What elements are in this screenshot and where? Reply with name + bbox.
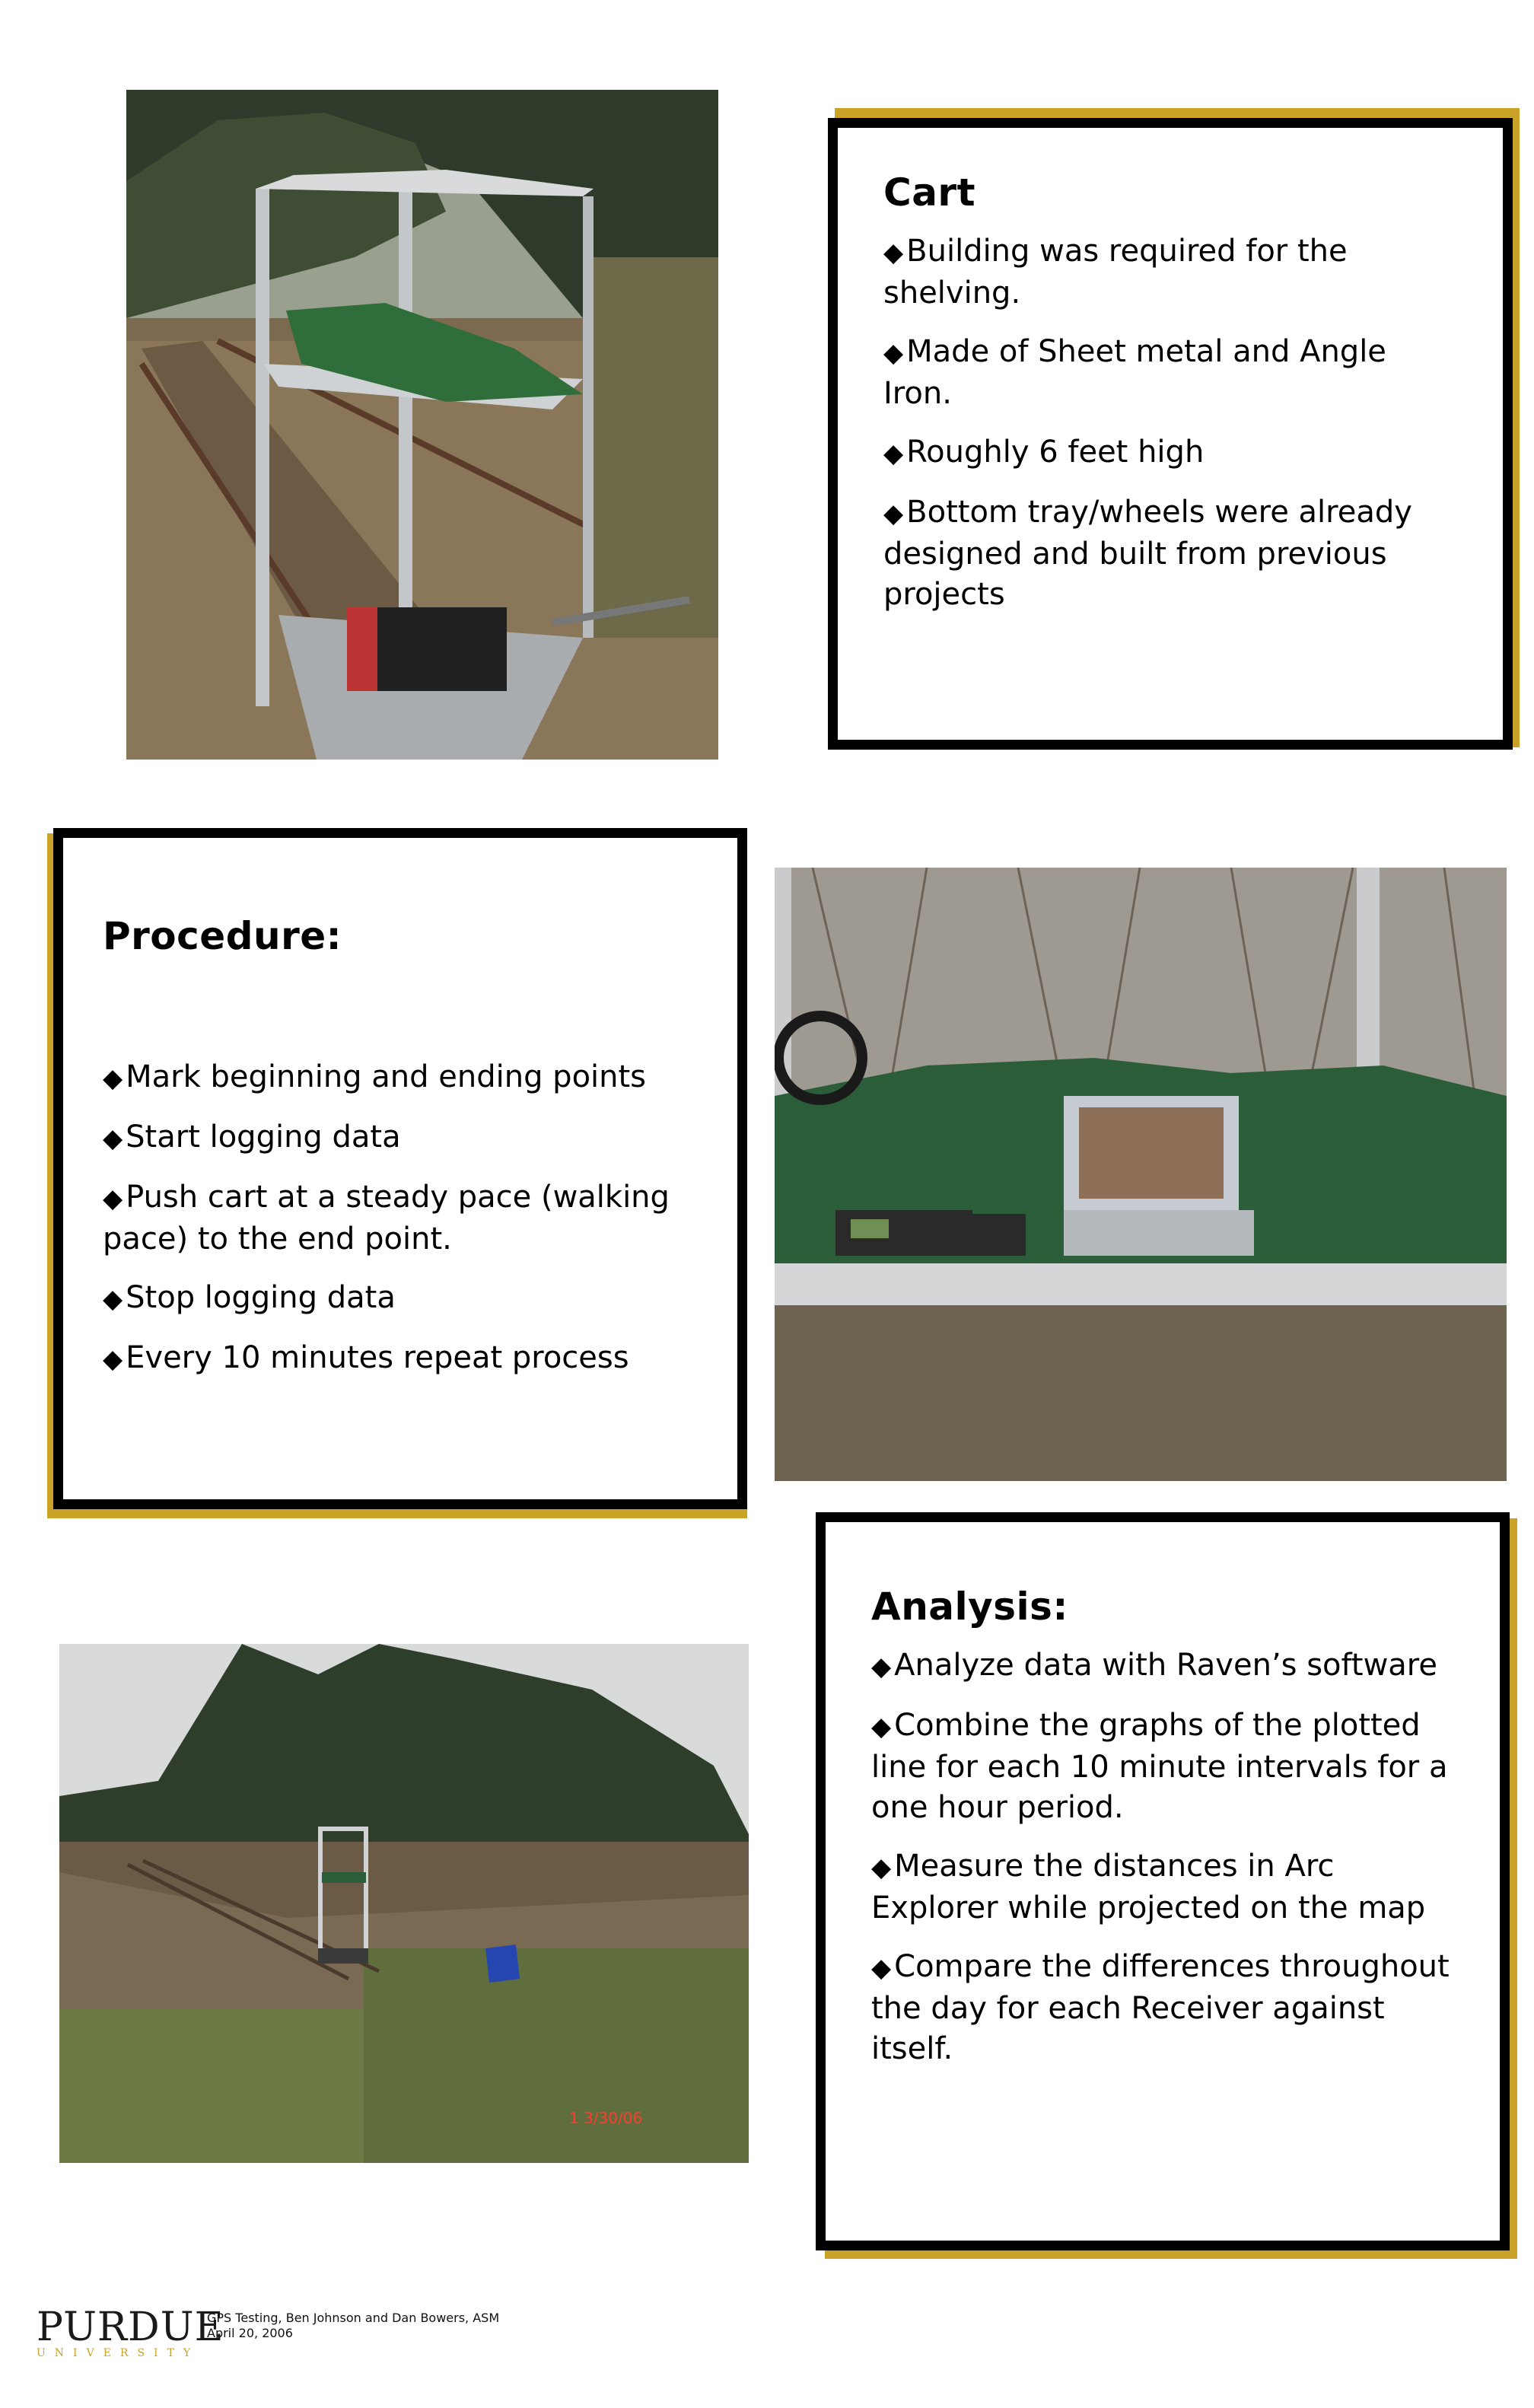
list-item: ◆ Compare the differences throughout the day for each Receiver against itself. (871, 1949, 1450, 2066)
laptop-shelf-photo (775, 868, 1507, 1481)
diamond-bullet-icon: ◆ (871, 1652, 892, 1682)
procedure-title: Procedure: (103, 914, 342, 958)
list-item: ◆ Stop logging data (103, 1280, 396, 1315)
credit-authors: GPS Testing, Ben Johnson and Dan Bowers, ASM (207, 2311, 500, 2325)
diamond-bullet-icon: ◆ (103, 1344, 123, 1374)
list-item: ◆ Building was required for the shelving. (883, 234, 1348, 311)
diamond-bullet-icon: ◆ (883, 338, 904, 368)
cart-list (883, 231, 1457, 615)
diamond-bullet-icon: ◆ (103, 1123, 123, 1154)
diamond-bullet-icon: ◆ (871, 1712, 892, 1742)
diamond-bullet-icon: ◆ (103, 1284, 123, 1314)
analysis-card (816, 1512, 1510, 2250)
procedure-list (103, 1057, 698, 1380)
logo-subtitle: UNIVERSITY (37, 2347, 200, 2359)
cart-photo (126, 90, 718, 760)
diamond-bullet-icon: ◆ (883, 438, 904, 469)
list-item: ◆ Analyze data with Raven’s software (871, 1648, 1437, 1683)
list-item: ◆ Bottom tray/wheels were already designed and built from previous projects (883, 495, 1412, 612)
field-cart-photo (59, 1644, 749, 2163)
list-item: ◆ Every 10 minutes repeat process (103, 1340, 629, 1375)
list-item: ◆ Roughly 6 feet high (883, 435, 1205, 470)
svg-text:1 3/30/06: 1 3/30/06 (569, 2109, 643, 2127)
logo-wordmark: PURDUE (37, 2304, 224, 2350)
diamond-bullet-icon: ◆ (103, 1183, 123, 1214)
cart-title: Cart (883, 170, 975, 215)
list-item: ◆ Start logging data (103, 1120, 401, 1155)
cart-card (828, 118, 1513, 750)
purdue-logo (37, 2304, 224, 2359)
diamond-bullet-icon: ◆ (103, 1063, 123, 1094)
footer-credit (207, 2311, 499, 2341)
diamond-bullet-icon: ◆ (871, 1953, 892, 1983)
diamond-bullet-icon: ◆ (871, 1852, 892, 1883)
analysis-title: Analysis: (871, 1585, 1068, 1629)
list-item: ◆ Push cart at a steady pace (walking pace) to the end point. (103, 1180, 670, 1257)
credit-date: April 20, 2006 (207, 2326, 293, 2340)
diamond-bullet-icon: ◆ (883, 237, 904, 268)
analysis-list (871, 1645, 1454, 2069)
list-item: ◆ Combine the graphs of the plotted line for each 10 minute intervals for a one hour period. (871, 1708, 1448, 1825)
list-item: ◆ Made of Sheet metal and Angle Iron. (883, 334, 1386, 411)
diamond-bullet-icon: ◆ (883, 498, 904, 529)
procedure-card (53, 828, 747, 1509)
list-item: ◆ Measure the distances in Arc Explorer while projected on the map (871, 1849, 1426, 1925)
list-item: ◆ Mark beginning and ending points (103, 1059, 647, 1094)
